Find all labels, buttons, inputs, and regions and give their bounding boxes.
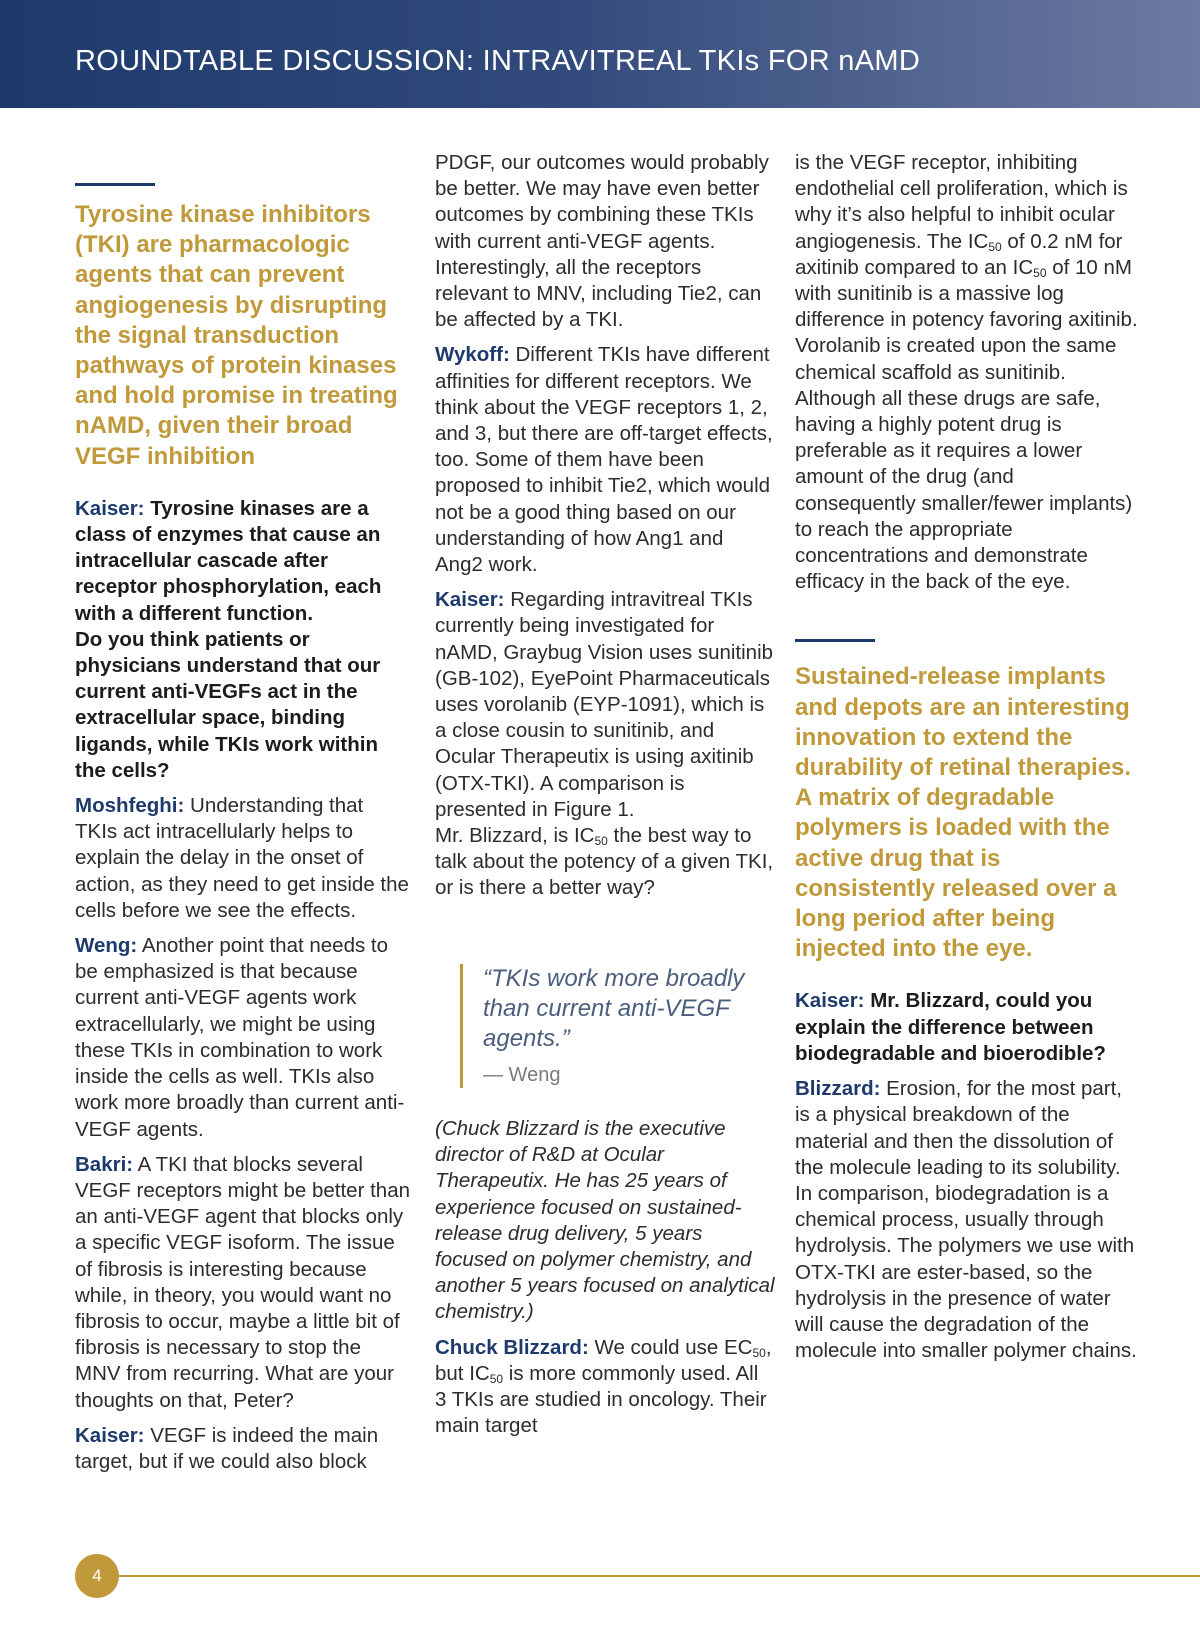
answer-paragraph [795,150,1140,595]
footer-rule [118,1575,1200,1577]
quote-block [460,964,775,1088]
speaker-label: Wykoff: [435,343,510,367]
answer-text: of 10 nM with sunitinib is a massive log difference in potency favoring axitinib. Vorolanib is created upon the same chemical scaffold as sunitinib. Although all these drugs are safe, having a highly potent drug is preferable as it requires a lower amount of the drug (and consequently smaller/fewer implants) to reach the appropriate concentrations and demonstrate efficacy in the back of the eye. [795,255,1138,594]
column-3 [795,150,1140,1364]
speaker-label: Kaiser: [435,588,505,612]
speaker-label: Kaiser: [795,989,865,1013]
bio-note: (Chuck Blizzard is the executive director of R&D at Ocular Therapeutix. He has 25 years of experience focused on sustained-release drug delivery, 5 years focused on polymer chemistry, and another 5 years focused on analytical chemistry.) [435,1116,775,1324]
answer-paragraph [75,1152,410,1414]
answer-text: VEGF is indeed the main target, but if we could also block [75,1423,379,1473]
question-text: Tyrosine kinases are a class of enzymes that cause an intracellular cascade after receptor phosphorylation, each with a different function. [75,496,382,625]
answer-paragraph: PDGF, our outcomes would probably be better. We may have even better outcomes by combining these TKIs with current anti-VEGF agents. Interestingly, all the receptors relevant to MNV, including Tie2, can be affected by a TKI. [435,151,769,332]
answer-text: Understanding that TKIs act intracellularly helps to explain the delay in the onset of action, as they need to get inside the cells before we see the effects. [75,794,409,922]
speaker-label: Kaiser: [75,1423,145,1447]
page-title: ROUNDTABLE DISCUSSION: INTRAVITREAL TKIs FOR nAMD [75,45,921,77]
section-rule [795,639,875,642]
answer-text: A TKI that blocks several VEGF receptors might be better than an anti-VEGF agent that blocks only a specific VEGF isoform. The issue of fibrosis is interesting because while, in theory, you would want no fibrosis to occur, maybe a little bit of fibrosis is necessary to stop the MNV from recurring. What are your thoughts on that, Peter? [75,1152,410,1412]
section-rule [75,183,155,186]
question-text: Mr. Blizzard, could you explain the difference between biodegradable and bioerodible? [795,989,1106,1065]
question-paragraph [795,988,1140,1067]
answer-paragraph: In comparison, biodegradation is a chemical process, usually through hydrolysis. The polymers we use with OTX-TKI are ester-based, so the hydrolysis in the presence of water will cause the degradation of the molecule into smaller polymer chains. [795,1181,1137,1363]
answer-paragraph [75,1423,410,1475]
header-banner [0,0,1200,108]
answer-text: is the VEGF receptor, inhibiting endothelial cell proliferation, which is why it’s also helpful to inhibit ocular angiogenesis. The IC [795,151,1128,253]
quote-text: “TKIs work more broadly than current anti-VEGF agents.” [483,964,745,1052]
column-1 [75,150,410,1475]
answer-paragraph [795,1076,1140,1181]
answer-text: Different TKIs have different affinities for different receptors. We think about the VEGF receptors 1, 2, and 3, but there are off-target effects, too. Some of them have been proposed to inhibit Tie2, which would not be a good thing based on our understanding of how Ang1 and Ang2 work. [435,343,773,577]
subscript: 50 [1033,265,1047,280]
subscript: 50 [988,239,1002,254]
subscript: 50 [594,834,608,849]
pull-quote: Tyrosine kinase inhibitors (TKI) are pharmacologic agents that can prevent angiogenesis by disrupting the signal transduction pathways of protein kinases and hold promise in treating nAMD, given their broad VEGF inhibition [75,201,398,470]
question-paragraph [75,496,410,627]
answer-text: Regarding intravitreal TKIs currently being investigated for nAMD, Graybug Vision uses sunitinib (GB-102), EyePoint Pharmaceuticals uses vorolanib (EYP-1091), which is a close cousin to sunitinib, and Ocular Therapeutix is using axitinib (OTX-TKI). A comparison is presented in Figure 1. [435,588,774,821]
subscript: 50 [489,1371,504,1386]
question-paragraph: Do you think patients or physicians understand that our current anti-VEGFs act in the extracellular space, binding ligands, while TKIs work within the cells? [75,627,381,782]
answer-text: of 0.2 nM for axitinib compared to an IC [795,229,1123,279]
answer-text: , but IC [435,1335,772,1385]
speaker-label: Chuck Blizzard: [435,1335,589,1359]
answer-paragraph [435,587,775,823]
speaker-label: Weng: [75,934,138,958]
page-number-badge: 4 [75,1554,119,1598]
answer-text: is more commonly used. All 3 TKIs are studied in oncology. Their main target [435,1361,767,1438]
subscript: 50 [752,1345,766,1360]
question-text: the best way to talk about the potency of a given TKI, or is there a better way? [435,824,774,900]
column-2 [435,150,775,1439]
pull-quote: Sustained-release implants and depots are an interesting innovation to extend the durability of retinal therapies. [795,663,1132,782]
answer-paragraph [435,1335,775,1440]
answer-paragraph [435,342,775,578]
speaker-label: Bakri: [75,1152,134,1176]
answer-paragraph [75,933,410,1143]
answer-text: Another point that needs to be emphasized is that because current anti-VEGF agents work extracellularly, we might be using these TKIs in combination to work inside the cells as well. TKIs also work more broadly than current anti-VEGF agents. [75,934,405,1141]
speaker-label: Blizzard: [795,1077,881,1101]
quote-attribution: — Weng [483,1063,561,1086]
answer-text: Erosion, for the most part, is a physical breakdown of the material and then the dissolution of the molecule leading to its solubility. [795,1077,1122,1179]
speaker-label: Moshfeghi: [75,794,185,818]
answer-paragraph [75,793,410,924]
speaker-label: Kaiser: [75,496,145,520]
question-text: Mr. Blizzard, is IC [435,824,595,848]
question-paragraph [435,823,775,902]
pull-quote: A matrix of degradable polymers is loaded with the active drug that is consistently released over a long period after being injected into the eye. [795,784,1117,963]
answer-text: We could use EC [588,1335,753,1359]
